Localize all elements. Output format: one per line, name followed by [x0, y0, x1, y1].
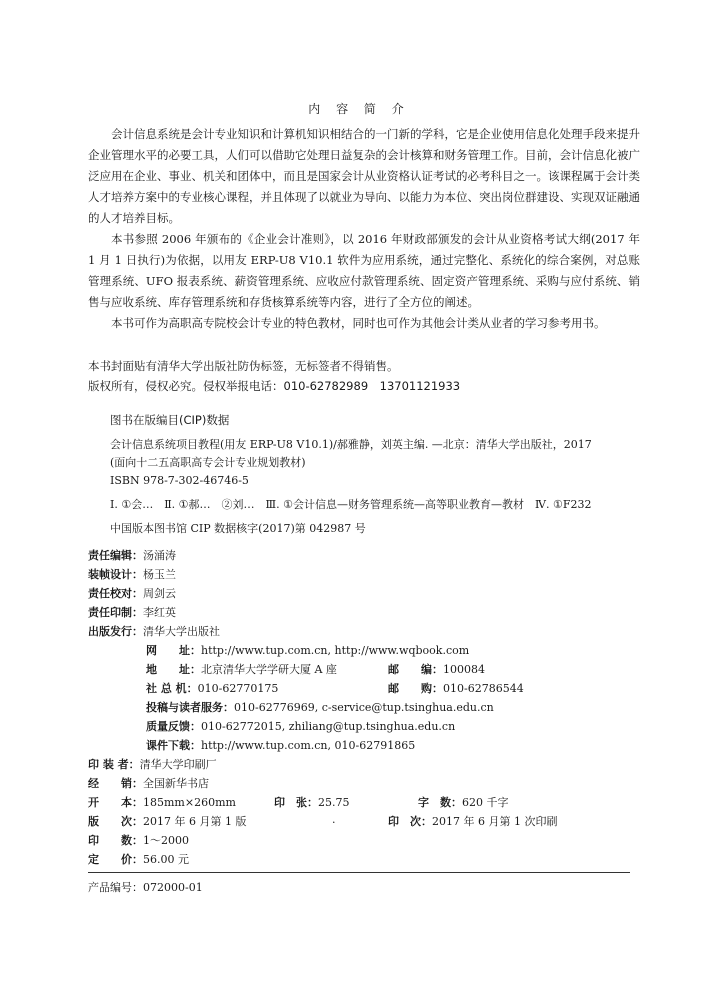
- courseware-value: http://www.tup.com.cn, 010-62791865: [201, 739, 416, 752]
- contribution-value: 010-62776969, c-service@tup.tsinghua.edu.cn: [234, 701, 494, 714]
- staff-row-editor: [88, 547, 176, 565]
- staff-label: 责任编辑：: [88, 549, 143, 562]
- switchboard-label: 社 总 机：: [146, 682, 198, 695]
- print-format: [88, 794, 236, 812]
- mailorder-value: 010-62786544: [443, 682, 524, 695]
- distributor-value: 全国新华书店: [143, 777, 209, 790]
- impression-value: 2017 年 6 月第 1 次印刷: [432, 815, 558, 828]
- copies-value: 1～2000: [143, 834, 189, 847]
- staff-label: 装帧设计：: [88, 568, 143, 581]
- staff-value: 汤涌涛: [143, 549, 176, 562]
- print-words: [418, 794, 509, 812]
- mailorder-label: 邮 购：: [388, 682, 443, 695]
- staff-value: 清华大学出版社: [143, 625, 220, 638]
- cip-isbn: ISBN 978-7-302-46746-5: [110, 474, 249, 487]
- sheets-value: 25.75: [318, 796, 350, 809]
- staff-row-proofreader: [88, 585, 176, 603]
- cip-title-line: 会计信息系统项目教程(用友 ERP-U8 V10.1)/郝雅静，刘英主编. —北京：清华大学出版社，2017: [110, 438, 592, 451]
- intro-paragraph: 本书可作为高职高专院校会计专业的特色教材，同时也可作为其他会计类从业者的学习参考用书。: [111, 316, 606, 330]
- website-label: 网 址：: [146, 644, 201, 657]
- words-value: 620 千字: [462, 796, 509, 809]
- print-dot: .: [332, 813, 336, 826]
- staff-label: 责任印制：: [88, 606, 143, 619]
- staff-label: 出版发行：: [88, 625, 143, 638]
- publisher-contribution: [146, 699, 494, 717]
- price-value: 56.00 元: [143, 853, 189, 866]
- printer-value: 清华大学印刷厂: [139, 758, 217, 771]
- publisher-address: [146, 661, 337, 679]
- format-label: 开 本：: [88, 796, 143, 809]
- print-printer: [88, 756, 217, 774]
- distributor-label: 经 销：: [88, 777, 143, 790]
- edition-value: 2017 年 6 月第 1 版: [143, 815, 247, 828]
- impression-label: 印 次：: [388, 815, 432, 828]
- rights-reserved-notice: 版权所有，侵权必究。侵权举报电话：010-62782989 13701121933: [88, 379, 461, 393]
- staff-value: 杨玉兰: [143, 568, 176, 581]
- postcode-value: 100084: [443, 663, 485, 676]
- publisher-switchboard: [146, 680, 278, 698]
- switchboard-value: 010-62770175: [197, 682, 279, 695]
- staff-row-printing: [88, 604, 176, 622]
- cip-series-line: (面向十二五高职高专会计专业规划教材): [110, 456, 306, 469]
- contribution-label: 投稿与读者服务：: [146, 701, 234, 714]
- staff-row-publisher: [88, 623, 220, 641]
- address-value: 北京清华大学学研大厦 A 座: [201, 663, 337, 676]
- print-impression: [388, 813, 557, 831]
- website-value: http://www.tup.com.cn, http://www.wqbook.com: [201, 644, 470, 657]
- intro-title: 内 容 简 介: [308, 102, 410, 116]
- copies-label: 印 数：: [88, 834, 143, 847]
- publisher-courseware: [146, 737, 415, 755]
- staff-value: 周剑云: [143, 587, 176, 600]
- sheets-label: 印 张：: [274, 796, 318, 809]
- courseware-label: 课件下载：: [146, 739, 201, 752]
- staff-value: 李红英: [143, 606, 176, 619]
- edition-label: 版 次：: [88, 815, 143, 828]
- publisher-website: [146, 642, 469, 660]
- cip-record-number: 中国版本图书馆 CIP 数据核字(2017)第 042987 号: [110, 522, 366, 535]
- cip-record: [110, 436, 650, 490]
- postcode-label: 邮 编：: [388, 663, 443, 676]
- printer-label: 印 装 者：: [88, 758, 140, 771]
- format-value: 185mm×260mm: [143, 796, 236, 809]
- intro-paragraph: 会计信息系统是会计专业知识和计算机知识相结合的一门新的学科，它是企业使用信息化处理手段来提升企业管理水平的必要工具，人们可以借助它处理日益复杂的会计核算和财务管理工作。目前，会计信息化被广泛应用在企业、事业、机关和团体中，而且是国家会计从业资格认证考试的必考科目之一。该课程属于会计类人才培养方案中的专业核心课程，并且体现了以就业为导向、以能力为本位、突出岗位群建设、实现双证融通的人才培养目标。: [88, 127, 640, 225]
- cip-heading: 图书在版编目(CIP)数据: [110, 413, 230, 427]
- feedback-label: 质量反馈：: [146, 720, 201, 733]
- price-label: 定 价：: [88, 853, 143, 866]
- cip-classification: Ⅰ. ①会… Ⅱ. ①郝… ②刘… Ⅲ. ①会计信息—财务管理系统—高等职业教育—教材 Ⅳ. ①F232: [110, 498, 592, 511]
- intro-text: [88, 124, 640, 334]
- words-label: 字 数：: [418, 796, 462, 809]
- copyright-notice: [88, 356, 648, 396]
- print-sheets: [274, 794, 350, 812]
- feedback-value: 010-62772015, zhiliang@tup.tsinghua.edu.cn: [201, 720, 456, 733]
- print-distributor: [88, 775, 209, 793]
- print-price: [88, 851, 189, 869]
- staff-label: 责任校对：: [88, 587, 143, 600]
- staff-row-design: [88, 566, 176, 584]
- anti-counterfeit-notice: 本书封面贴有清华大学出版社防伪标签，无标签者不得销售。: [88, 359, 399, 373]
- print-edition: [88, 813, 246, 831]
- print-copies: [88, 832, 189, 850]
- intro-paragraph: 本书参照 2006 年颁布的《企业会计准则》，以 2016 年财政部颁发的会计从业资格考试大纲(2017 年 1 月 1 日执行)为依据，以用友 ERP-U8 V10.1 软件为应用系统，通过完整化、系统化的综合案例，对总账管理系统、UFO 报表系统、薪资管理系统、应收应付款管理系统、固定资产管理系统、采购与应付系统、销售与应收系统、库存管理系统和存货核算系统等内容，进行了全方位的阐述。: [88, 232, 640, 309]
- product-number: 产品编号：072000-01: [88, 881, 203, 894]
- publisher-feedback: [146, 718, 455, 736]
- publisher-mailorder: [388, 680, 524, 698]
- divider-line: [88, 872, 630, 873]
- publisher-postcode: [388, 661, 485, 679]
- address-label: 地 址：: [146, 663, 201, 676]
